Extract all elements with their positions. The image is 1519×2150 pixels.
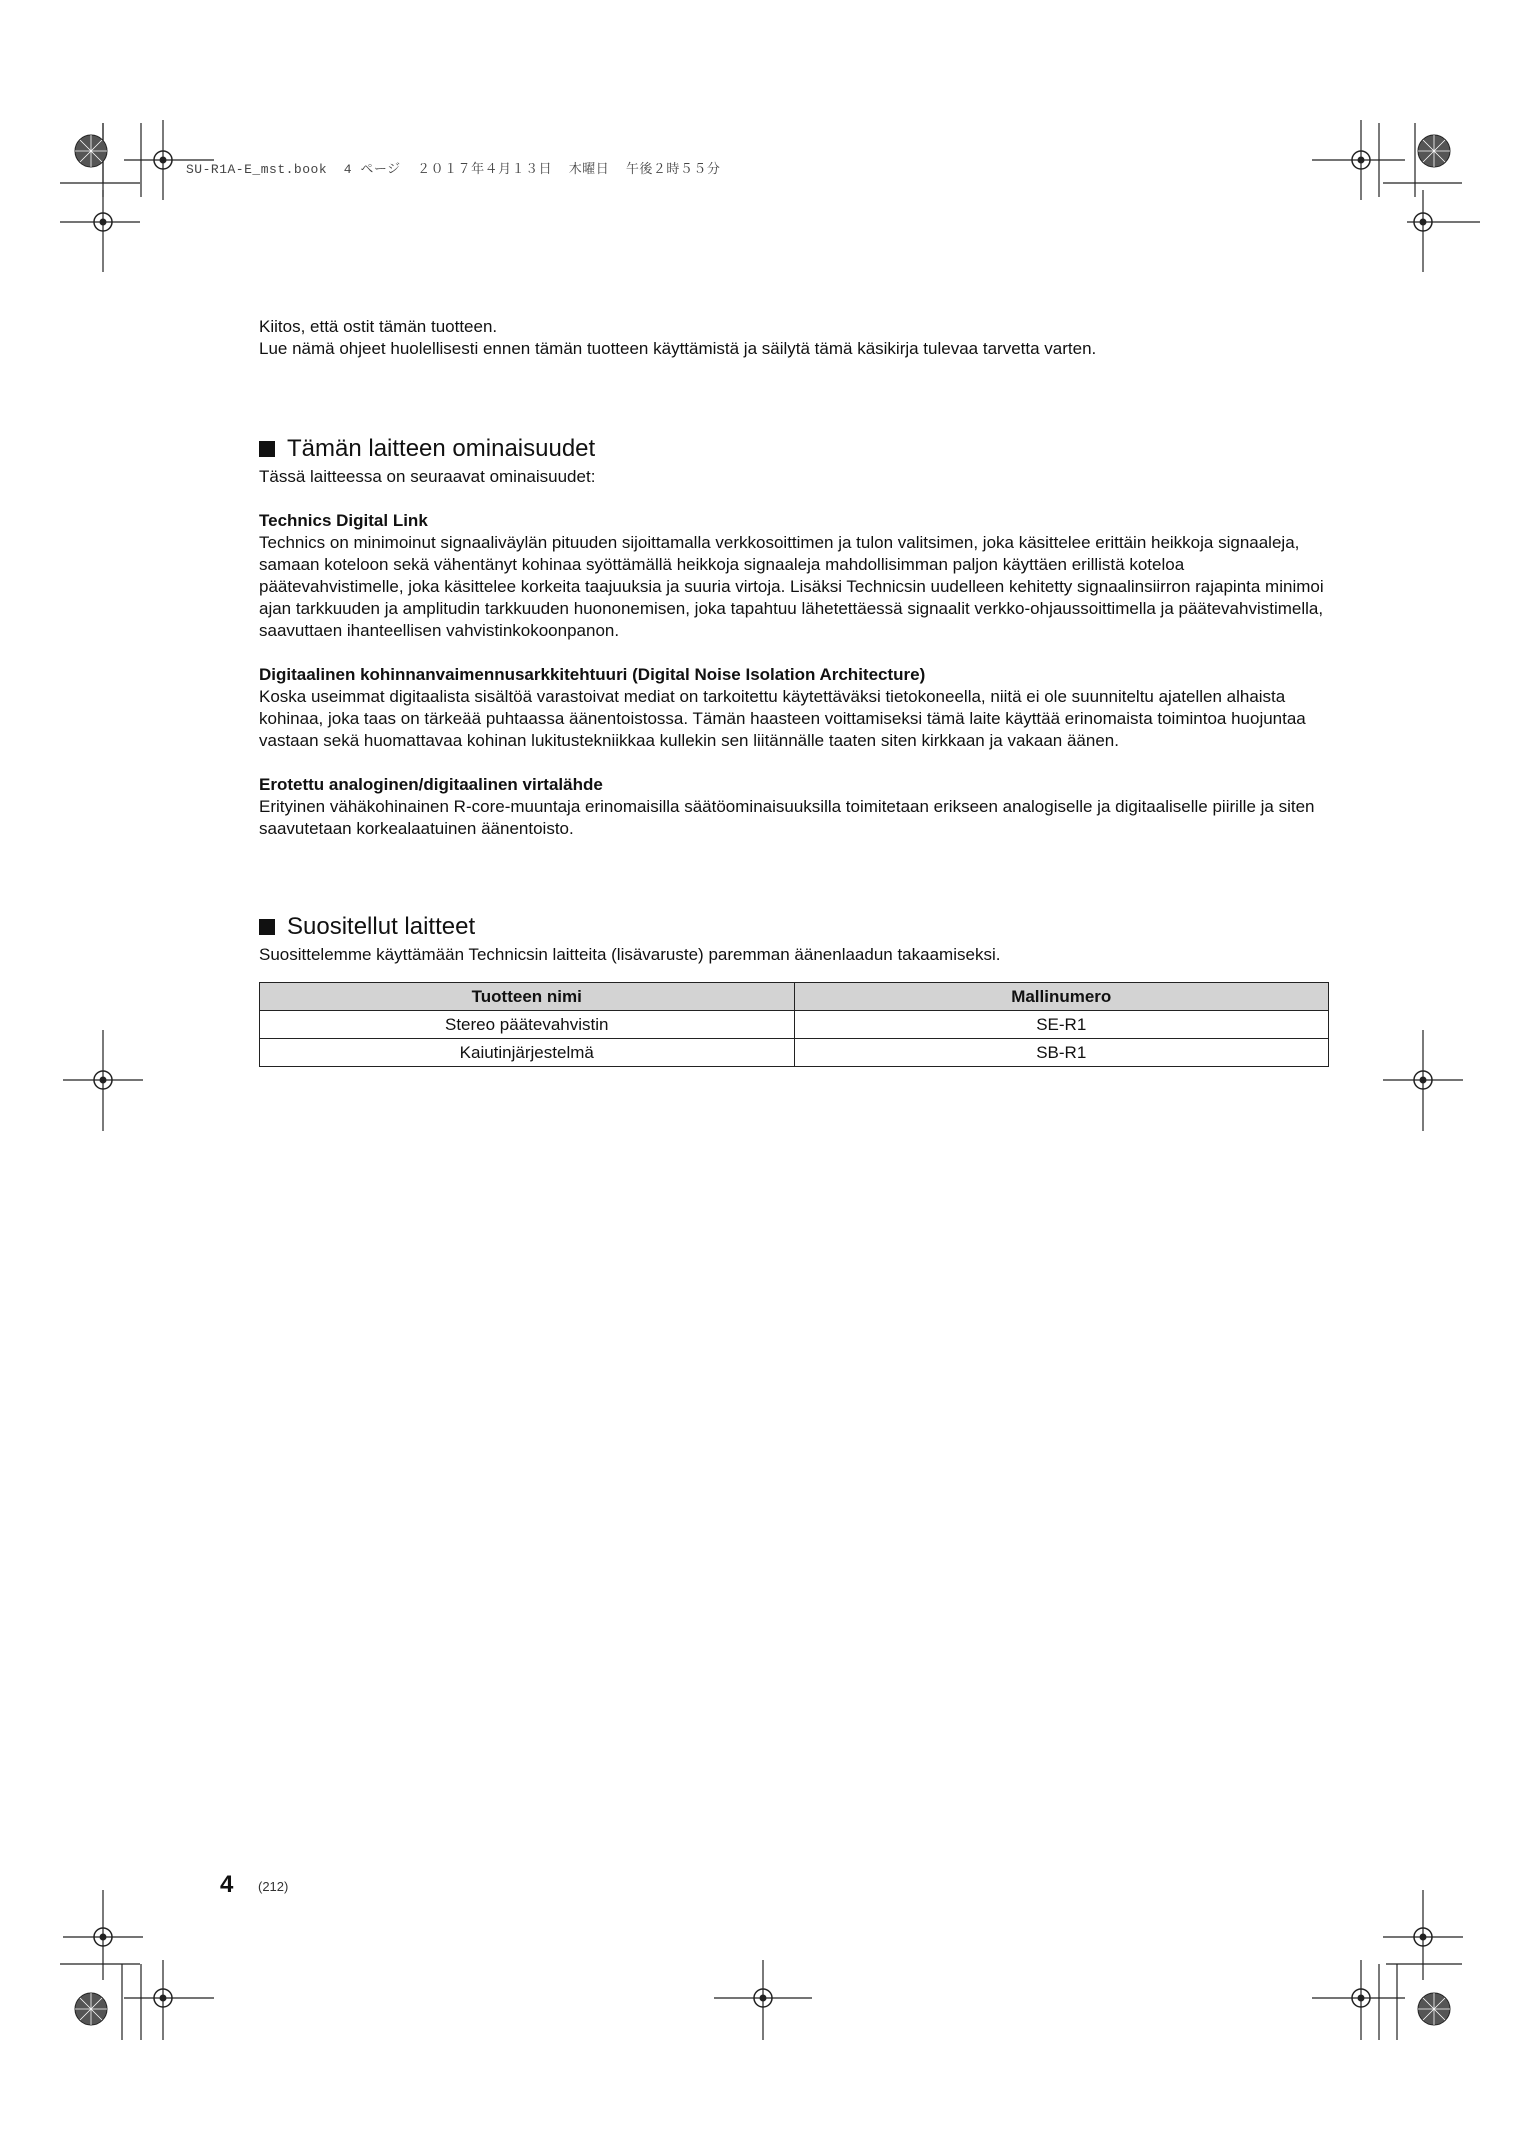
intro xyxy=(259,316,1332,360)
feature-title: Erotettu analoginen/digitaalinen virtalähde xyxy=(259,775,603,794)
table-header-row xyxy=(260,983,1329,1011)
page-reference: (212) xyxy=(258,1879,289,1894)
section-lead: Suosittelemme käyttämään Technicsin laitteita (lisävaruste) paremman äänenlaadun takaamiseksi. xyxy=(259,945,1001,964)
table-cell: Stereo päätevahvistin xyxy=(260,1011,795,1039)
page-number: 4 xyxy=(220,1871,234,1898)
feature-body: Technics on minimoinut signaaliväylän pituuden sijoittamalla verkkosoittimen ja tulon valitsimen, joka käsittelee erittäin heikkoja signaaleja, samaan koteloon sekä vähentänyt kohinaa syöttämällä heikkoja signaaleja mahdollisimman paljon käyttäen erillistä koteloa päätevahvistimelle, joka käsittelee korkeita taajuuksia ja suuria virtoja. Lisäksi Technicsin uudelleen kehitetty signaalinsiirron rajapinta minimoi ajan tarkkuuden ja amplitudin tarkkuuden huononemisen, joka tapahtuu lähetettäessä signaalit verkko-ohjaussoittimella ja päätevahvistimella, saavuttaen ihanteellisen vahvistinkokoonpanon. xyxy=(259,533,1324,640)
feature-body: Koska useimmat digitaalista sisältöä varastoivat mediat on tarkoitettu käytettäväksi tietokoneella, niitä ei ole suunniteltu ajatellen alhaista kohinaa, joka taas on tärkeää puhtaassa äänentoistossa. Tämän haasteen voittamiseksi tämä laite käyttää erinomaista toimintoa huojuntaa vastaan sekä huomattavaa kohinan lukitustekniikkaa kullekin sen liitännälle taaten siten kirkkaan ja vakaan äänen. xyxy=(259,687,1306,750)
section-title-recommended xyxy=(259,912,1332,942)
intro-line-2: Lue nämä ohjeet huolellisesti ennen tämän tuotteen käyttämistä ja säilytä tämä käsikirja tulevaa tarvetta varten. xyxy=(259,339,1097,358)
table-cell: Kaiutinjärjestelmä xyxy=(260,1039,795,1067)
feature-title: Technics Digital Link xyxy=(259,511,428,530)
table-header-cell: Tuotteen nimi xyxy=(260,983,795,1011)
square-bullet-icon xyxy=(259,441,275,457)
section-title-text: Tämän laitteen ominaisuudet xyxy=(287,435,596,462)
feature-title: Digitaalinen kohinnanvaimennusarkkitehtuuri (Digital Noise Isolation Architecture) xyxy=(259,665,926,684)
intro-line-1: Kiitos, että ostit tämän tuotteen. xyxy=(259,317,498,336)
feature-body: Erityinen vähäkohinainen R-core-muuntaja erinomaisilla säätöominaisuuksilla toimitetaan erikseen analogiselle ja digitaaliselle piirille ja siten saavutetaan korkealaatuinen äänentoisto. xyxy=(259,797,1315,838)
table-row xyxy=(260,1039,1329,1067)
table-cell: SB-R1 xyxy=(794,1039,1329,1067)
square-bullet-icon xyxy=(259,919,275,935)
section-title-features xyxy=(259,434,1332,464)
section-title-text: Suositellut laitteet xyxy=(287,913,476,940)
section-lead: Tässä laitteessa on seuraavat ominaisuudet: xyxy=(259,467,596,486)
table-header-cell: Mallinumero xyxy=(794,983,1329,1011)
table-row xyxy=(260,1011,1329,1039)
print-header: SU-R1A-E_mst.book 4 ページ ２０１７年４月１３日 木曜日 午後２時５５分 xyxy=(186,162,721,177)
table-cell: SE-R1 xyxy=(794,1011,1329,1039)
page-content xyxy=(259,316,1332,1067)
recommended-devices-table xyxy=(259,982,1329,1067)
